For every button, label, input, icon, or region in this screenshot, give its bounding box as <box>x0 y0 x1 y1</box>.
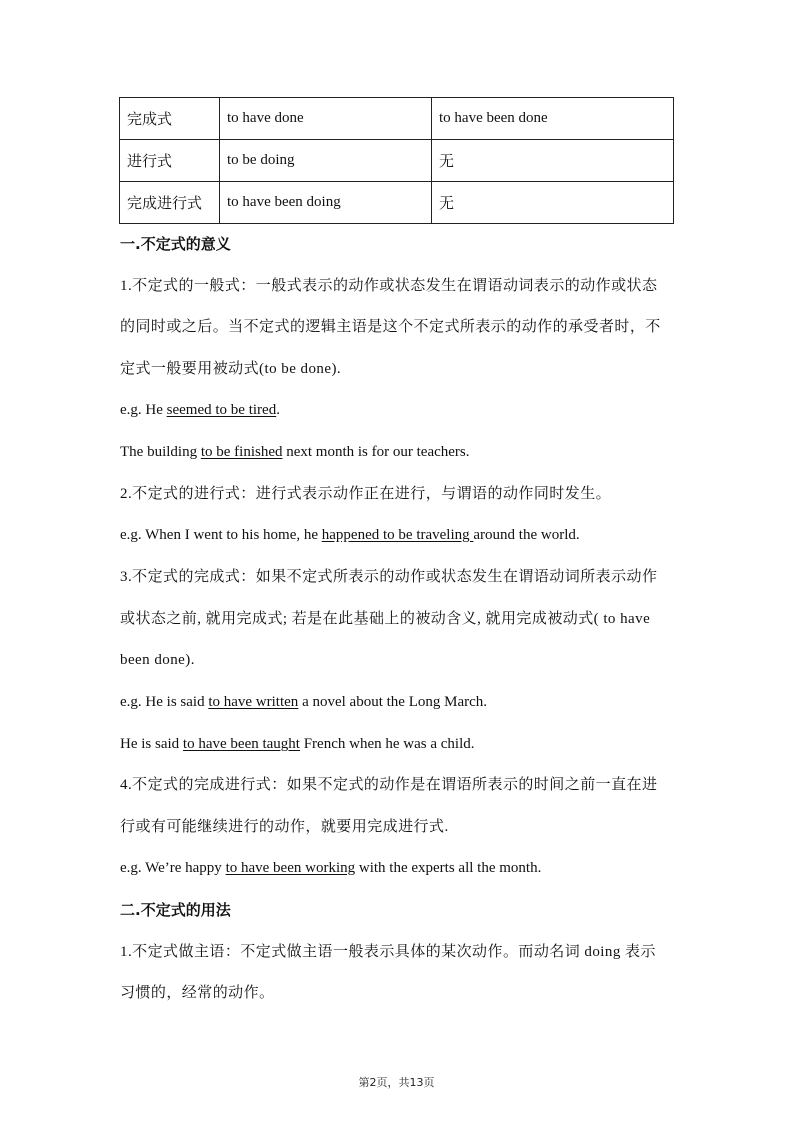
active-form-cell: to have done <box>220 98 432 140</box>
underlined-infinitive: to have written <box>208 694 299 710</box>
example-sentence <box>120 734 676 754</box>
passive-form-cell: to have been done <box>432 98 674 140</box>
table-row <box>120 182 674 224</box>
form-name-cell: 完成进行式 <box>120 182 220 224</box>
page-number-footer: 第2页，共13页 <box>358 1076 435 1089</box>
section-heading-meaning: 一.不定式的意义 <box>120 235 231 253</box>
example-sentence <box>120 400 676 420</box>
underlined-infinitive: happened to be traveling <box>321 527 474 543</box>
active-form-cell: to have been doing <box>220 182 432 224</box>
underlined-infinitive: to have been working <box>225 860 356 876</box>
paragraph-line: been done). <box>120 652 195 668</box>
example-text: e.g. He is said <box>120 694 209 710</box>
underlined-infinitive: to be finished <box>200 444 283 460</box>
example-text: The building <box>120 444 201 460</box>
example-text: next month is for our teachers. <box>282 444 470 460</box>
table-row <box>120 140 674 182</box>
passive-form-cell: 无 <box>432 140 674 182</box>
example-sentence <box>120 692 676 712</box>
paragraph-line: 1.不定式做主语：不定式做主语一般表示具体的某次动作。而动名词 doing 表示 <box>120 944 656 960</box>
paragraph-line: 1.不定式的一般式：一般式表示的动作或状态发生在谓语动词表示的动作或状态 <box>120 278 658 294</box>
passive-form-cell: 无 <box>432 182 674 224</box>
paragraph-line: 的同时或之后。当不定式的逻辑主语是这个不定式所表示的动作的承受者时，不 <box>120 319 661 335</box>
example-sentence <box>120 525 676 545</box>
example-text: e.g. He <box>120 402 167 418</box>
example-text: French when he was a child. <box>299 736 475 752</box>
example-text: around the world. <box>473 527 580 543</box>
underlined-infinitive: seemed to be tired <box>166 402 277 418</box>
example-text: . <box>276 402 280 418</box>
example-text: with the experts all the month. <box>355 860 542 876</box>
paragraph-line: 行或有可能继续进行的动作，就要用完成进行式. <box>120 819 449 835</box>
infinitive-forms-table <box>119 97 674 224</box>
active-form-cell: to be doing <box>220 140 432 182</box>
paragraph-line: 4.不定式的完成进行式：如果不定式的动作是在谓语所表示的时间之前一直在进 <box>120 777 658 793</box>
paragraph-line: 2.不定式的进行式：进行式表示动作正在进行，与谓语的动作同时发生。 <box>120 486 612 502</box>
example-text: He is said <box>120 736 183 752</box>
table-row <box>120 98 674 140</box>
underlined-infinitive: to have been taught <box>182 736 300 752</box>
paragraph-line: 定式一般要用被动式(to be done). <box>120 361 342 377</box>
section-heading-usage: 二.不定式的用法 <box>120 901 231 919</box>
paragraph-line: 习惯的，经常的动作。 <box>120 985 275 1001</box>
example-sentence <box>120 858 676 878</box>
form-name-cell: 进行式 <box>120 140 220 182</box>
example-text: a novel about the Long March. <box>298 694 488 710</box>
example-sentence <box>120 442 676 462</box>
example-text: e.g. We’re happy <box>120 860 226 876</box>
paragraph-line: 3.不定式的完成式：如果不定式所表示的动作或状态发生在谓语动词所表示动作 <box>120 569 658 585</box>
paragraph-line: 或状态之前, 就用完成式; 若是在此基础上的被动含义, 就用完成被动式( to have <box>120 611 651 627</box>
example-text: e.g. When I went to his home, he <box>120 527 322 543</box>
form-name-cell: 完成式 <box>120 98 220 140</box>
